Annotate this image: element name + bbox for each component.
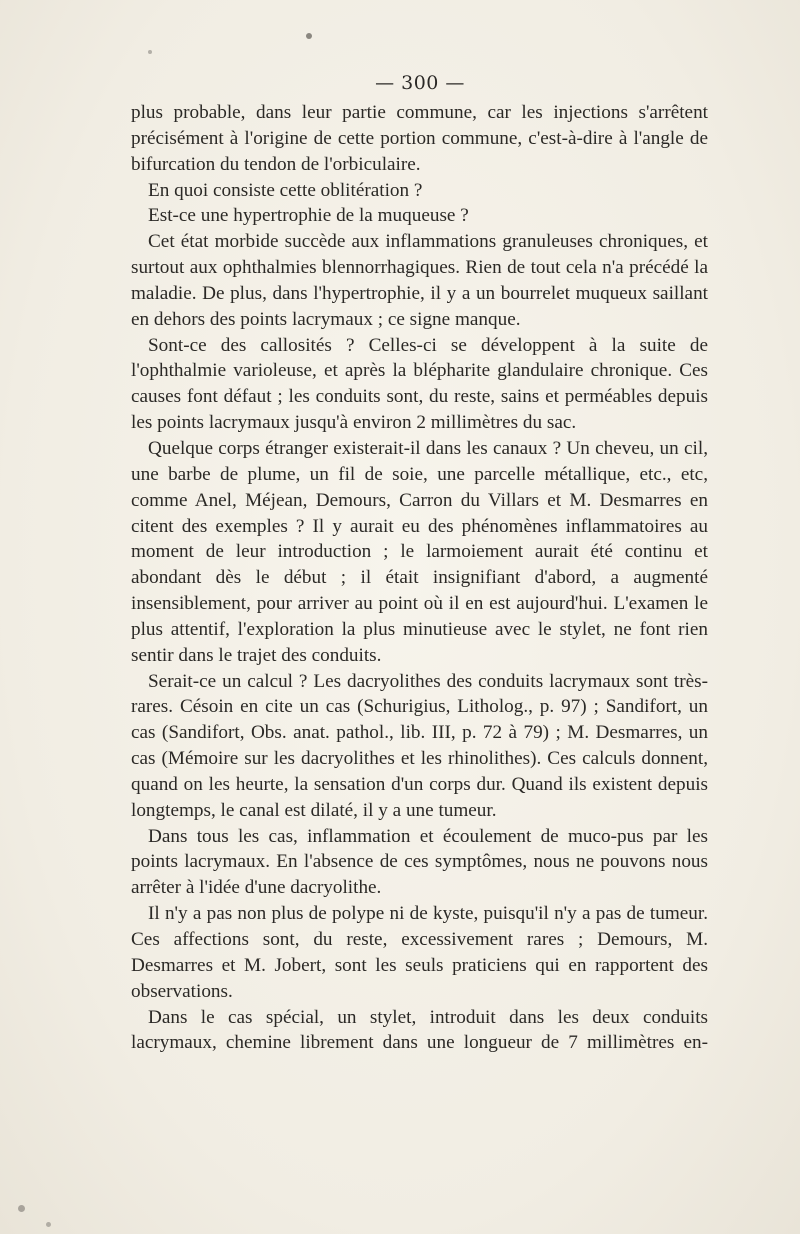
body-text <box>131 100 708 1056</box>
paragraph: plus probable, dans leur partie commune, car les injections s'arrêtent précisément à l'origine de cette portion commune, c'est-à-dire à l'angle de bifurcation du tendon de l'orbiculaire. <box>131 102 708 175</box>
paragraph: Est-ce une hypertrophie de la muqueuse ? <box>148 205 469 227</box>
page-number: — 300 — <box>375 72 465 94</box>
paragraph: Cet état morbide succède aux inflammations granuleuses chroniques, et surtout aux ophthalmies blennorrhagiques. Rien de tout cela n'a précédé la maladie. De plus, dans l'hypertrophie, il y a un bourrelet muqueux saillant en dehors des points lacrymaux ; ce signe manque. <box>131 231 708 330</box>
paragraph: Dans le cas spécial, un stylet, introduit dans les deux conduits lacrymaux, chemine librement dans une longueur de 7 millimètres en- <box>131 1006 708 1054</box>
ink-speck <box>18 1205 25 1212</box>
ink-speck <box>306 33 312 39</box>
paragraph: Il n'y a pas non plus de polype ni de kyste, puisqu'il n'y a pas de tumeur. Ces affections sont, du reste, excessivement rares ; Demours, M. Desmarres et M. Jobert, sont les seuls praticiens qui en rapportent des observations. <box>131 903 708 1002</box>
ink-speck <box>46 1222 51 1227</box>
paragraph: Serait-ce un calcul ? Les dacryolithes des conduits lacrymaux sont très-rares. Césoin en cite un cas (Schurigius, Litholog., p. 97) ; Sandifort, un cas (Sandifort, Obs. anat. pathol., lib. III, p. 72 à 79) ; M. Desmarres, un cas (Mémoire sur les dacryolithes et les rhinolithes). Ces calculs donnent, quand on les heurte, la sensation d'un corps dur. Quand ils existent depuis longtemps, le canal est dilaté, il y a une tumeur. <box>131 670 708 821</box>
paragraph: Sont-ce des callosités ? Celles-ci se développent à la suite de l'ophthalmie varioleuse, et après la blépharite glandulaire chronique. Ces causes font défaut ; les conduits sont, du reste, sains et perméables depuis les points lacrymaux jusqu'à environ 2 millimètres du sac. <box>131 334 708 434</box>
ink-speck <box>148 50 152 54</box>
paragraph: Quelque corps étranger existerait-il dans les canaux ? Un cheveu, un cil, une barbe de plume, un fil de soie, une parcelle métallique, etc., etc, comme Anel, Méjean, Demours, Carron du Villars et M. Desmarres en citent des exemples ? Il y aurait eu des phénomènes inflammatoires au moment de leur introduction ; le larmoiement aurait été continu et abondant dès le début ; il était insignifiant d'abord, a augmenté insensiblement, pour arriver au point où il en est aujourd'hui. L'examen le plus attentif, l'exploration la plus minutieuse avec le stylet, ne font rien sentir dans le trajet des conduits. <box>131 437 708 666</box>
paragraph: Dans tous les cas, inflammation et écoulement de muco-pus par les points lacrymaux. En l'absence de ces symptômes, nous ne pouvons nous arrêter à l'idée d'une dacryolithe. <box>131 825 708 899</box>
paragraph: En quoi consiste cette oblitération ? <box>148 179 423 201</box>
